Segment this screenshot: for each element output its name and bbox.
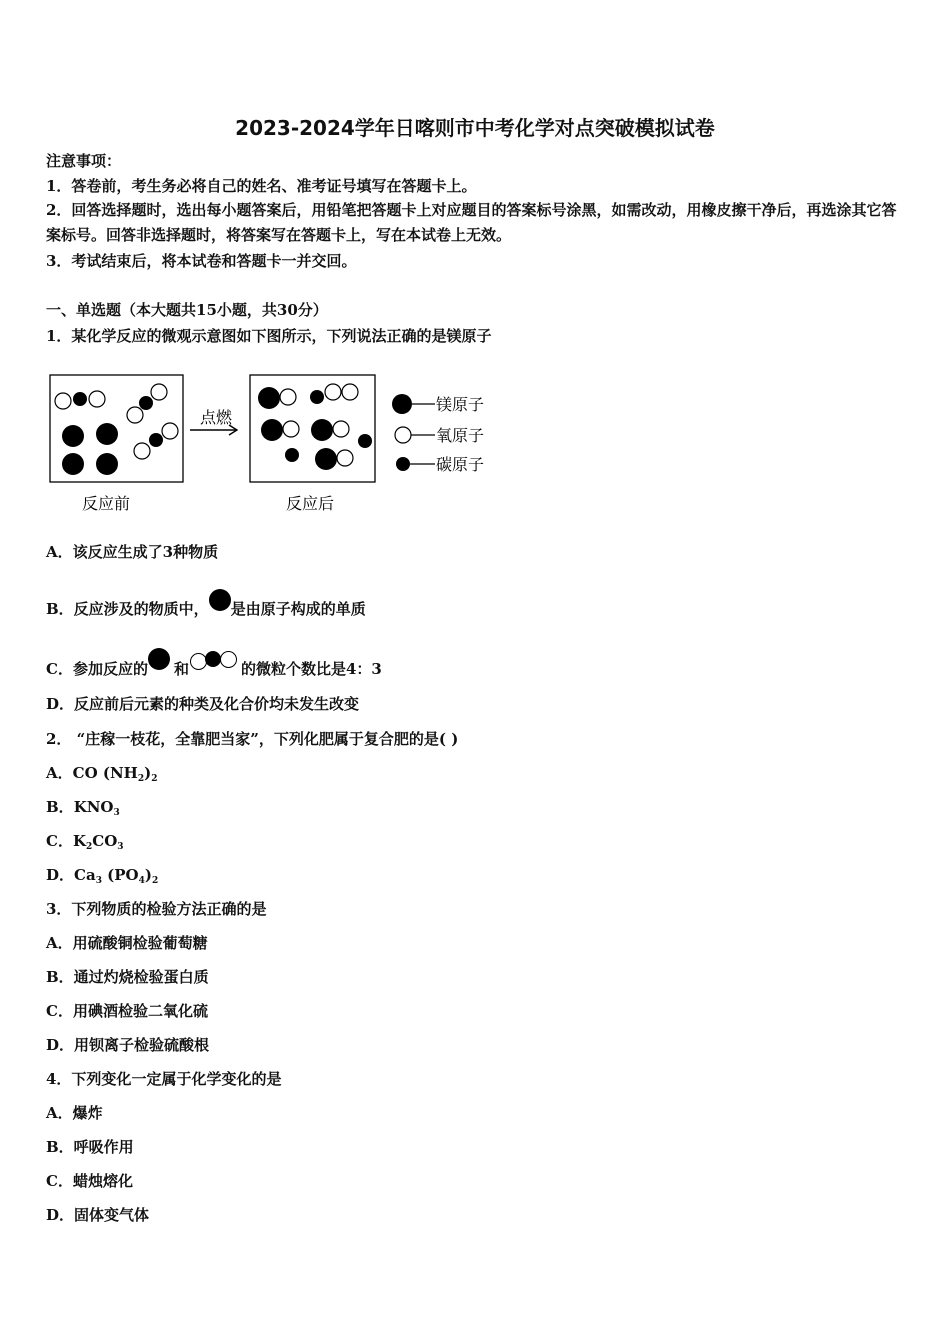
q1-option-c-prefix: C．参加反应的 — [46, 660, 148, 678]
magnesium-atom — [96, 423, 118, 445]
q1-option-d: D．反应前后元素的种类及化合价均未发生改变 — [46, 695, 360, 713]
q2-option-a — [46, 763, 158, 789]
oxygen-atom — [162, 423, 178, 439]
reaction-diagram — [46, 368, 506, 518]
q3-option-d: D．用钡离子检验硫酸根 — [46, 1036, 210, 1054]
option-prefix: A． — [46, 764, 73, 782]
oxygen-atom — [337, 450, 353, 466]
q1-option-a: A．该反应生成了3种物质 — [46, 543, 219, 561]
q3-stem: 3．下列物质的检验方法正确的是 — [46, 900, 267, 918]
carbon-atom — [149, 433, 163, 447]
section-heading: 一、单选题（本大题共15小题，共30分） — [46, 301, 328, 319]
subscript: 4 — [138, 876, 145, 886]
after-label: 反应后 — [285, 494, 335, 513]
subscript: 3 — [95, 876, 102, 886]
note-item-1: 1．答卷前，考生务必将自己的姓名、准考证号填写在答题卡上。 — [46, 177, 477, 195]
note-item-3: 3．考试结束后，将本试卷和答题卡一并交回。 — [46, 252, 357, 270]
q2-stem: 2． “庄稼一枝花，全靠肥当家”，下列化肥属于复合肥的是( ) — [46, 730, 459, 748]
legend-carbon-icon — [396, 457, 410, 471]
oxygen-atom — [325, 384, 341, 400]
magnesium-atom — [96, 453, 118, 475]
carbon-atom — [358, 434, 372, 448]
legend-oxygen-label: 氧原子 — [436, 426, 485, 445]
magnesium-atom — [62, 425, 84, 447]
q4-option-d: D．固体变气体 — [46, 1206, 150, 1224]
magnesium-atom — [258, 387, 280, 409]
q2-option-b — [46, 797, 120, 823]
legend-magnesium-icon — [392, 394, 412, 414]
notes-heading: 注意事项： — [46, 152, 122, 170]
formula-text: CO — [92, 832, 118, 850]
oxygen-atom — [280, 389, 296, 405]
before-label: 反应前 — [81, 494, 131, 513]
magnesium-atom — [311, 419, 333, 441]
subscript: 2 — [152, 876, 159, 886]
legend-carbon-label: 碳原子 — [436, 455, 485, 474]
after-molecules — [258, 384, 372, 470]
legend-magnesium-label: 镁原子 — [436, 395, 485, 414]
magnesium-atom-icon — [148, 648, 170, 670]
arrow-label: 点燃 — [199, 408, 233, 427]
carbon-atom — [73, 392, 87, 406]
q4-option-a: A．爆炸 — [46, 1104, 103, 1122]
q1-option-c-and: 和 — [173, 660, 189, 678]
formula-text: Ca — [74, 866, 96, 884]
subscript: 3 — [117, 842, 124, 852]
oxygen-atom — [127, 407, 143, 423]
oxygen-atom — [342, 384, 358, 400]
q1-stem: 1．某化学反应的微观示意图如下图所示，下列说法正确的是镁原子 — [46, 327, 492, 345]
magnesium-atom — [62, 453, 84, 475]
carbon-atom — [310, 390, 324, 404]
q1-option-c-suffix: 的微粒个数比是4：3 — [240, 660, 382, 678]
q1-option-b — [46, 589, 366, 619]
formula-text: CO (NH — [72, 764, 138, 782]
option-prefix: D． — [46, 866, 75, 884]
q2-option-c — [46, 831, 124, 857]
q4-stem: 4．下列变化一定属于化学变化的是 — [46, 1070, 282, 1088]
magnesium-atom-icon — [209, 589, 231, 611]
oxygen-atom — [134, 443, 150, 459]
carbon-atom — [139, 396, 153, 410]
formula-text: K — [72, 832, 86, 850]
oxygen-atom — [333, 421, 349, 437]
oxygen-atom — [89, 391, 105, 407]
note-item-2: 2．回答选择题时，选出每小题答案后，用铅笔把答题卡上对应题目的答案标号涂黑，如需改动，用橡皮擦干净后，再选涂其它答案标号。回答非选择题时，将答案写在答题卡上，写在本试卷上无效。 — [46, 201, 897, 244]
option-prefix: C． — [46, 832, 73, 850]
subscript: 2 — [137, 774, 145, 784]
oxygen-atom — [55, 393, 71, 409]
subscript: 3 — [113, 808, 120, 818]
q1-option-c — [46, 648, 382, 679]
page-title: 2023-2024学年日喀则市中考化学对点突破模拟试卷 — [235, 116, 715, 140]
formula-text: KNO — [73, 798, 114, 816]
legend — [392, 394, 484, 474]
oxygen-atom — [151, 384, 167, 400]
carbon-atom — [285, 448, 299, 462]
q3-option-b: B．通过灼烧检验蛋白质 — [46, 968, 209, 986]
q2-option-d — [46, 865, 158, 891]
q1-option-b-prefix: B．反应涉及的物质中， — [46, 600, 209, 618]
formula-text: (PO — [101, 866, 139, 884]
q4-option-b: B．呼吸作用 — [46, 1138, 134, 1156]
option-prefix: B． — [46, 798, 74, 816]
formula-text: ) — [144, 866, 152, 884]
q4-option-c: C．蜡烛熔化 — [46, 1172, 133, 1190]
magnesium-atom — [315, 448, 337, 470]
subscript: 2 — [86, 842, 93, 852]
magnesium-atom — [261, 419, 283, 441]
before-molecules — [55, 384, 178, 475]
q3-option-c: C．用碘酒检验二氧化硫 — [46, 1002, 208, 1020]
formula-text: ) — [144, 764, 152, 782]
co2-molecule-icon — [189, 651, 241, 671]
q1-option-b-suffix: 是由原子构成的单质 — [230, 600, 366, 618]
subscript: 2 — [151, 774, 158, 784]
q3-option-a: A．用硫酸铜检验葡萄糖 — [46, 934, 208, 952]
legend-oxygen-icon — [395, 427, 411, 443]
oxygen-atom — [283, 421, 299, 437]
